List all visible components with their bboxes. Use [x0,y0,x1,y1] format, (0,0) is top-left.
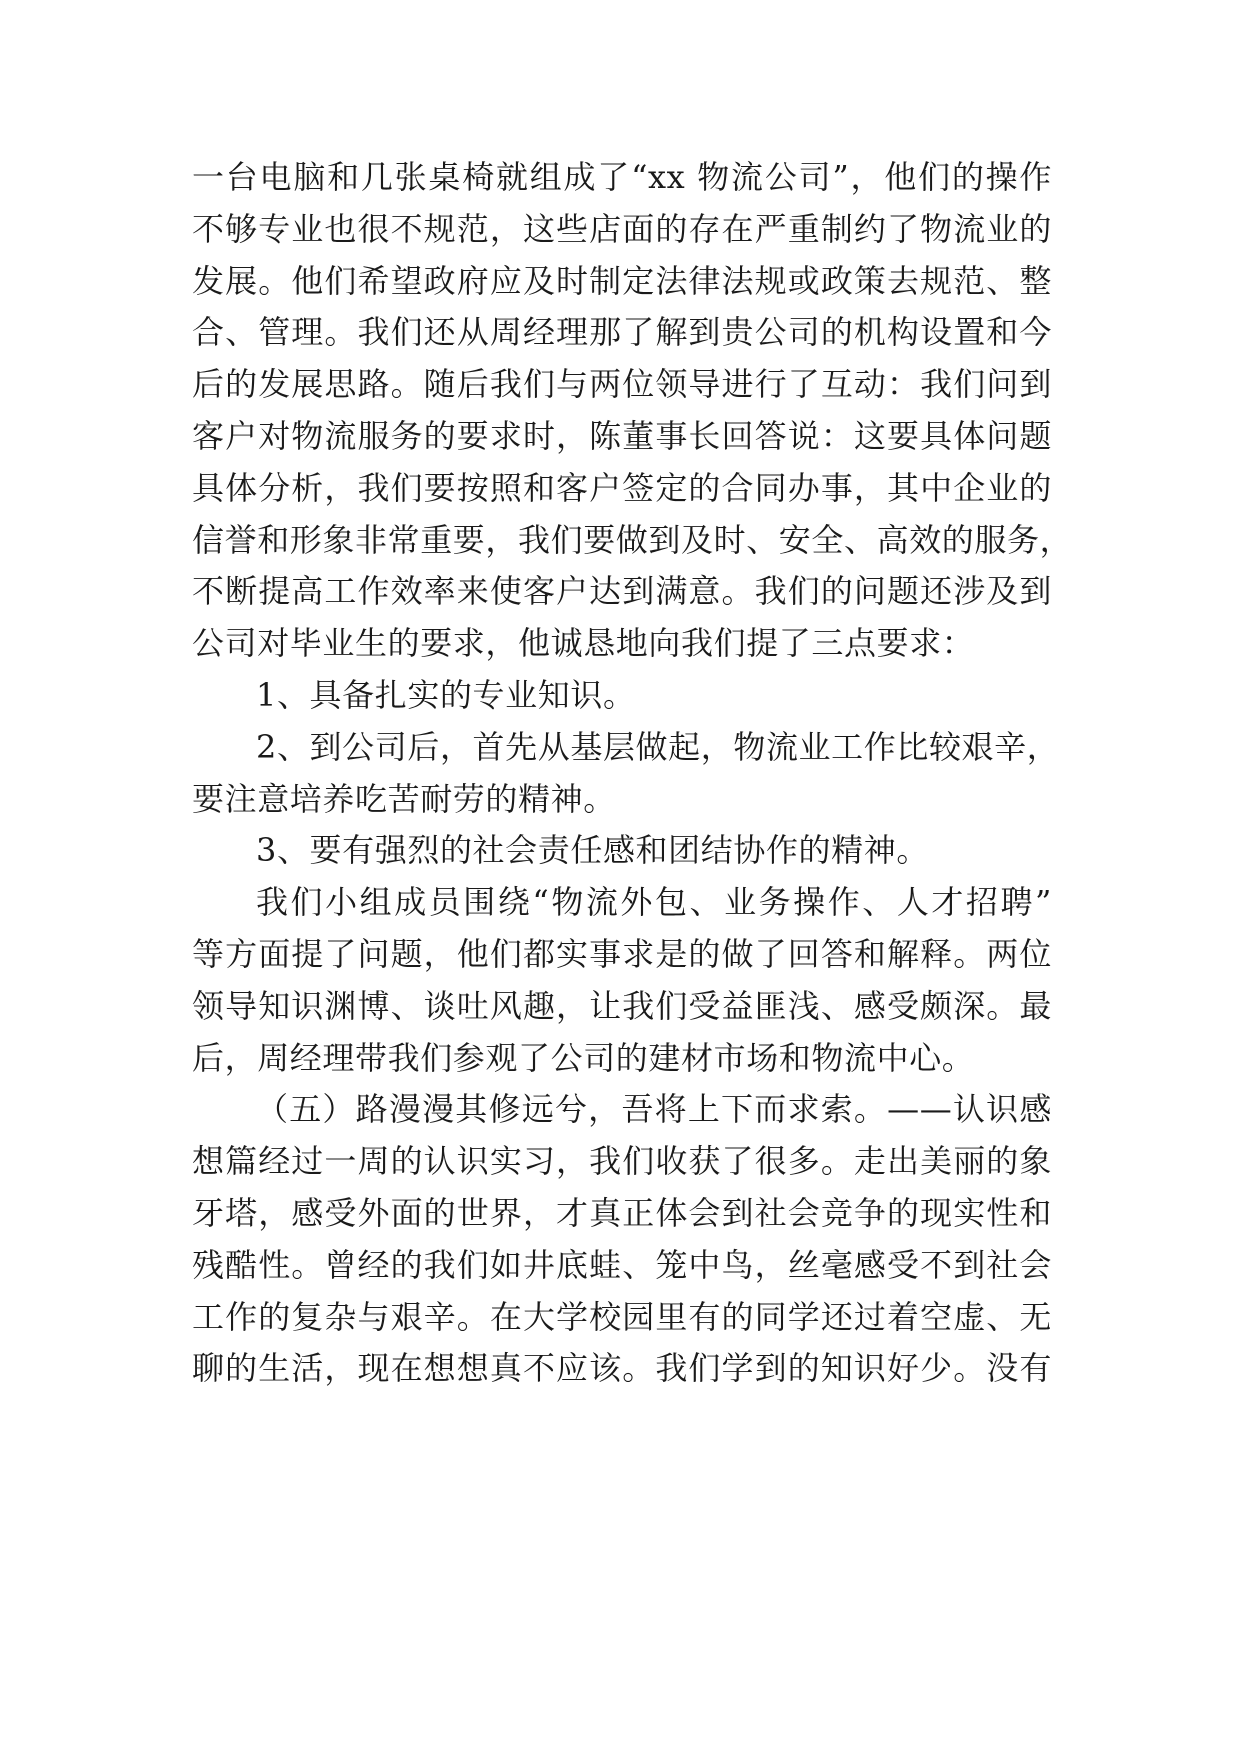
list-item: 3、要有强烈的社会责任感和团结协作的精神。 [256,831,929,870]
text-line: 客户对物流服务的要求时，陈董事长回答说：这要具体问题 [192,416,1052,455]
text-line: 后，周经理带我们参观了公司的建材市场和物流中心。 [192,1038,975,1077]
text-line: 后的发展思路。随后我们与两位领导进行了互动：我们问到 [192,365,1052,404]
text-line: 公司对毕业生的要求，他诚恳地向我们提了三点要求： [192,624,975,663]
text-line: 想篇经过一周的认识实习，我们收获了很多。走出美丽的象 [192,1142,1052,1181]
text-line: 要注意培养吃苦耐劳的精神。 [192,779,616,818]
text-line: 工作的复杂与艰辛。在大学校园里有的同学还过着空虚、无 [192,1297,1052,1336]
text-line: 聊的生活，现在想想真不应该。我们学到的知识好少。没有 [192,1349,1052,1388]
list-item: 1、具备扎实的专业知识。 [256,675,636,714]
text-line: 具体分析，我们要按照和客户签定的合同办事，其中企业的 [192,468,1052,507]
paragraph-start: 我们小组成员围绕“物流外包、业务操作、人才招聘” [256,883,1052,922]
text-line: 不够专业也很不规范，这些店面的存在严重制约了物流业的 [192,209,1052,248]
document-body [192,152,1073,1395]
text-line: 领导知识渊博、谈吐风趣，让我们受益匪浅、感受颇深。最 [192,986,1052,1025]
text-line: 一台电脑和几张桌椅就组成了“xx 物流公司”，他们的操作 [192,158,1052,196]
text-line: 信誉和形象非常重要，我们要做到及时、安全、高效的服务， [192,520,1073,559]
text-line: 残酷性。曾经的我们如井底蛙、笼中鸟，丝毫感受不到社会 [192,1245,1052,1284]
text-line: 等方面提了问题，他们都实事求是的做了回答和解释。两位 [192,934,1052,973]
list-item: 2、到公司后，首先从基层做起，物流业工作比较艰辛， [256,727,1060,766]
section-heading-line: （五）路漫漫其修远兮，吾将上下而求索。——认识感 [256,1090,1052,1129]
text-line: 不断提高工作效率来使客户达到满意。我们的问题还涉及到 [192,572,1052,611]
text-line: 发展。他们希望政府应及时制定法律法规或政策去规范、整 [192,261,1052,300]
text-line: 牙塔，感受外面的世界，才真正体会到社会竞争的现实性和 [192,1193,1052,1232]
text-line: 合、管理。我们还从周经理那了解到贵公司的机构设置和今 [192,313,1052,352]
